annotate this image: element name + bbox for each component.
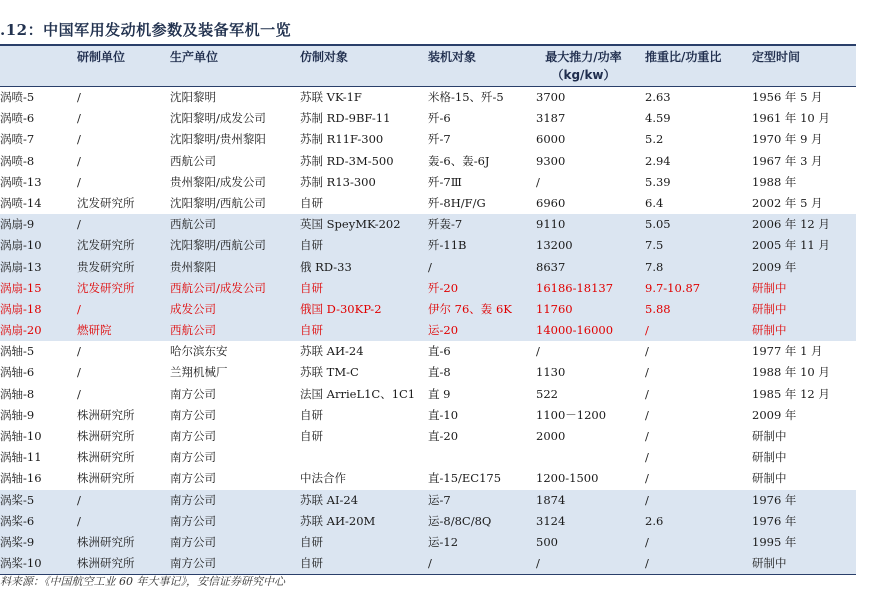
cell-thrust: / [536, 174, 540, 189]
cell-aircraft: 运-8/8C/8Q [428, 513, 492, 528]
cell-model: 涡喷-5 [0, 90, 35, 104]
cell-manufacturer: 南方公司 [170, 450, 216, 465]
cell-original: 苏联 AИ-24 [300, 344, 364, 359]
cell-original: 苏联 VK-1F [300, 90, 362, 104]
table-row [0, 320, 856, 341]
table-row [0, 468, 856, 489]
cell-original: 苏制 RD-9BF-11 [300, 111, 391, 126]
cell-date: 研制中 [752, 323, 787, 338]
cell-ratio: / [645, 429, 649, 443]
cell-thrust: 11760 [536, 301, 573, 316]
cell-model: 涡扇-18 [0, 301, 42, 316]
cell-model: 涡轴-5 [0, 344, 35, 359]
cell-aircraft: 直-10 [428, 407, 459, 422]
cell-manufacturer: 兰翔机械厂 [170, 365, 228, 380]
table-row [0, 405, 856, 426]
cell-model: 涡桨-5 [0, 492, 35, 507]
cell-aircraft: 直-8 [428, 365, 451, 380]
cell-date: 研制中 [752, 556, 787, 571]
cell-date: 2006 年 12 月 [752, 217, 830, 232]
cell-institute: 株洲研究所 [77, 534, 135, 549]
cell-manufacturer: 南方公司 [170, 556, 216, 571]
table-row [0, 553, 856, 574]
cell-institute: / [77, 90, 81, 104]
header-aircraft: 装机对象 [428, 50, 477, 64]
cell-manufacturer: 南方公司 [170, 471, 216, 486]
header-thrust [536, 48, 631, 84]
cell-aircraft: 直-15/EC175 [428, 471, 502, 486]
cell-aircraft: 歼-11B [428, 238, 467, 253]
cell-institute: 株洲研究所 [77, 407, 135, 422]
cell-ratio: 7.8 [645, 259, 664, 274]
cell-thrust: 2000 [536, 429, 566, 443]
cell-manufacturer: 西航公司 [170, 217, 216, 232]
cell-original: 自研 [300, 429, 323, 443]
cell-aircraft: 轰-6、轰-6J [428, 153, 490, 168]
cell-institute: / [77, 111, 81, 126]
cell-aircraft: 歼-20 [428, 280, 459, 295]
cell-original: 自研 [300, 534, 323, 549]
cell-original: 苏联 AI-24 [300, 492, 359, 507]
table-row [0, 532, 856, 553]
cell-aircraft: / [428, 556, 432, 571]
cell-thrust: / [536, 344, 540, 359]
cell-date: 2009 年 [752, 259, 797, 274]
cell-thrust: 500 [536, 534, 558, 549]
cell-manufacturer: 西航公司/成发公司 [170, 280, 266, 295]
cell-ratio: / [645, 492, 649, 507]
cell-date: 1961 年 10 月 [752, 111, 830, 126]
cell-thrust: 1200-1500 [536, 471, 599, 486]
table-row [0, 108, 856, 129]
cell-institute: / [77, 132, 81, 147]
cell-ratio: / [645, 344, 649, 359]
cell-model: 涡扇-13 [0, 259, 42, 274]
table-body [0, 87, 856, 574]
cell-institute: 株洲研究所 [77, 450, 135, 465]
cell-manufacturer: 西航公司 [170, 153, 216, 168]
cell-ratio: / [645, 365, 649, 380]
header-original: 仿制对象 [300, 50, 349, 64]
cell-original: 苏制 RD-3M-500 [300, 153, 394, 168]
cell-institute: 株洲研究所 [77, 471, 135, 486]
header-thrust-line1: 最大推力/功率 [545, 50, 622, 64]
cell-thrust: / [536, 556, 540, 571]
table-row [0, 193, 856, 214]
table-row [0, 341, 856, 362]
cell-thrust: 16186-18137 [536, 280, 614, 295]
cell-date: 1977 年 1 月 [752, 344, 823, 359]
cell-manufacturer: 西航公司 [170, 323, 216, 338]
cell-original: 自研 [300, 195, 323, 210]
cell-model: 涡喷-8 [0, 153, 35, 168]
table-row [0, 362, 856, 383]
cell-thrust: 6960 [536, 195, 566, 210]
cell-manufacturer: 哈尔滨东安 [170, 344, 228, 359]
cell-aircraft: 直-20 [428, 429, 459, 443]
cell-thrust: 1130 [536, 365, 566, 380]
cell-model: 涡轴-6 [0, 365, 35, 380]
cell-ratio: 4.59 [645, 111, 671, 126]
table-row [0, 257, 856, 278]
table-row [0, 384, 856, 405]
cell-thrust: 13200 [536, 238, 573, 253]
cell-institute: 燃研院 [77, 323, 112, 338]
cell-ratio: 7.5 [645, 238, 664, 253]
cell-thrust: 14000-16000 [536, 323, 614, 338]
cell-original: 自研 [300, 323, 323, 338]
cell-model: 涡桨-6 [0, 513, 35, 528]
cell-original: 自研 [300, 238, 323, 253]
cell-ratio: 2.63 [645, 90, 671, 104]
cell-aircraft: 伊尔 76、轰 6K [428, 301, 512, 316]
header-manufacturer: 生产单位 [170, 50, 219, 64]
cell-original: 中法合作 [300, 471, 346, 486]
cell-date: 研制中 [752, 301, 787, 316]
header-thrust-line2: （kg/kw） [551, 68, 616, 82]
cell-institute: / [77, 344, 81, 359]
cell-thrust: 522 [536, 386, 558, 401]
cell-model: 涡扇-10 [0, 238, 42, 253]
cell-ratio: 5.39 [645, 174, 671, 189]
header-institute: 研制单位 [77, 50, 126, 64]
table-row [0, 235, 856, 256]
cell-institute: / [77, 492, 81, 507]
cell-date: 1967 年 3 月 [752, 153, 823, 168]
cell-thrust: 1100－1200 [536, 407, 607, 422]
cell-thrust: 9300 [536, 153, 566, 168]
cell-institute: 沈发研究所 [77, 238, 135, 253]
cell-date: 1985 年 12 月 [752, 386, 830, 401]
cell-ratio: / [645, 471, 649, 486]
cell-date: 研制中 [752, 429, 787, 443]
cell-manufacturer: 成发公司 [170, 301, 216, 316]
cell-aircraft: 米格-15、歼-5 [428, 90, 504, 104]
cell-manufacturer: 沈阳黎明/贵州黎阳 [170, 132, 266, 147]
cell-ratio: / [645, 386, 649, 401]
cell-model: 涡扇-9 [0, 217, 35, 232]
cell-date: 2005 年 11 月 [752, 238, 830, 253]
table-row [0, 511, 856, 532]
cell-institute: 沈发研究所 [77, 195, 135, 210]
cell-manufacturer: 南方公司 [170, 513, 216, 528]
cell-ratio: 5.2 [645, 132, 664, 147]
cell-manufacturer: 贵州黎阳/成发公司 [170, 174, 266, 189]
cell-original: 苏联 AИ-20M [300, 513, 376, 528]
cell-date: 1976 年 [752, 513, 797, 528]
cell-aircraft: 运-7 [428, 492, 451, 507]
cell-ratio: 2.94 [645, 153, 671, 168]
cell-ratio: 9.7-10.87 [645, 280, 701, 295]
cell-ratio: / [645, 407, 649, 422]
table-row [0, 299, 856, 320]
cell-aircraft: 直-6 [428, 344, 451, 359]
table-title: .12：中国军用发动机参数及装备军机一览 [0, 21, 292, 39]
cell-ratio: / [645, 556, 649, 571]
cell-model: 涡轴-11 [0, 450, 42, 465]
cell-manufacturer: 南方公司 [170, 407, 216, 422]
cell-original: 英国 SpeyMK-202 [300, 217, 401, 232]
cell-model: 涡轴-16 [0, 471, 42, 486]
cell-date: 研制中 [752, 450, 787, 465]
cell-institute: / [77, 301, 81, 316]
cell-original: 自研 [300, 407, 323, 422]
table-row [0, 214, 856, 235]
header-ratio: 推重比/功重比 [645, 50, 722, 64]
cell-institute: / [77, 217, 81, 232]
cell-original: 自研 [300, 280, 323, 295]
cell-date: 1956 年 5 月 [752, 90, 823, 104]
cell-manufacturer: 贵州黎阳 [170, 259, 216, 274]
cell-manufacturer: 南方公司 [170, 386, 216, 401]
cell-model: 涡轴-8 [0, 386, 35, 401]
cell-aircraft: 运-20 [428, 323, 459, 338]
cell-aircraft: 歼-6 [428, 111, 451, 126]
cell-manufacturer: 南方公司 [170, 534, 216, 549]
table-row [0, 447, 856, 468]
cell-ratio: / [645, 450, 649, 465]
table-row [0, 87, 856, 108]
source-note: 料来源：《中国航空工业 60 年大事记》，安信证券研究中心 [0, 575, 285, 588]
cell-manufacturer: 沈阳黎明/西航公司 [170, 195, 266, 210]
cell-manufacturer: 沈阳黎明 [170, 90, 216, 104]
cell-thrust: 3700 [536, 90, 566, 104]
cell-aircraft: 歼-8H/F/G [428, 195, 486, 210]
table-row [0, 151, 856, 172]
cell-manufacturer: 南方公司 [170, 429, 216, 443]
table-row [0, 490, 856, 511]
cell-date: 2009 年 [752, 407, 797, 422]
cell-date: 研制中 [752, 471, 787, 486]
cell-ratio: 6.4 [645, 195, 664, 210]
table-header [0, 44, 856, 87]
cell-manufacturer: 南方公司 [170, 492, 216, 507]
cell-thrust: 3124 [536, 513, 566, 528]
cell-model: 涡喷-6 [0, 111, 35, 126]
cell-date: 1995 年 [752, 534, 797, 549]
table-row [0, 172, 856, 193]
cell-thrust: 6000 [536, 132, 566, 147]
cell-aircraft: 直 9 [428, 386, 451, 401]
cell-original: 苏联 TM-C [300, 365, 359, 380]
cell-model: 涡喷-7 [0, 132, 35, 147]
cell-ratio: 5.05 [645, 217, 671, 232]
cell-institute: 株洲研究所 [77, 429, 135, 443]
cell-thrust: 3187 [536, 111, 566, 126]
cell-aircraft: 运-12 [428, 534, 459, 549]
cell-institute: / [77, 386, 81, 401]
cell-thrust: 8637 [536, 259, 566, 274]
cell-institute: 株洲研究所 [77, 556, 135, 571]
table-row [0, 129, 856, 150]
cell-original: 俄国 D-30KP-2 [300, 301, 382, 316]
cell-model: 涡扇-20 [0, 323, 42, 338]
cell-ratio: / [645, 534, 649, 549]
cell-manufacturer: 沈阳黎明/成发公司 [170, 111, 266, 126]
cell-institute: / [77, 513, 81, 528]
table-row [0, 426, 856, 447]
table-row [0, 278, 856, 299]
cell-model: 涡喷-14 [0, 195, 42, 210]
cell-ratio: 2.6 [645, 513, 664, 528]
cell-aircraft: 歼轰-7 [428, 217, 463, 232]
cell-ratio: / [645, 323, 649, 338]
cell-original: 苏制 R11F-300 [300, 132, 384, 147]
cell-date: 2002 年 5 月 [752, 195, 823, 210]
cell-institute: 贵发研究所 [77, 259, 135, 274]
cell-original: 苏制 R13-300 [300, 174, 376, 189]
cell-manufacturer: 沈阳黎明/西航公司 [170, 238, 266, 253]
cell-institute: / [77, 174, 81, 189]
cell-thrust: 1874 [536, 492, 566, 507]
cell-model: 涡桨-10 [0, 556, 42, 571]
cell-date: 1988 年 10 月 [752, 365, 830, 380]
cell-original: 法国 ArrieL1C、1C1 [300, 386, 416, 401]
cell-date: 研制中 [752, 280, 787, 295]
cell-model: 涡扇-15 [0, 280, 42, 295]
cell-original: 俄 RD-33 [300, 259, 352, 274]
cell-aircraft: / [428, 259, 432, 274]
cell-ratio: 5.88 [645, 301, 671, 316]
header-date: 定型时间 [752, 50, 801, 64]
cell-model: 涡喷-13 [0, 174, 42, 189]
cell-original: 自研 [300, 556, 323, 571]
cell-aircraft: 歼-7 [428, 132, 451, 147]
cell-thrust: 9110 [536, 217, 566, 232]
cell-aircraft: 歼-7Ⅲ [428, 174, 462, 189]
engine-table [0, 44, 856, 575]
cell-model: 涡轴-10 [0, 429, 42, 443]
cell-institute: 沈发研究所 [77, 280, 135, 295]
cell-institute: / [77, 153, 81, 168]
cell-date: 1976 年 [752, 492, 797, 507]
cell-date: 1970 年 9 月 [752, 132, 823, 147]
cell-institute: / [77, 365, 81, 380]
cell-model: 涡轴-9 [0, 407, 35, 422]
cell-model: 涡桨-9 [0, 534, 35, 549]
cell-date: 1988 年 [752, 174, 797, 189]
